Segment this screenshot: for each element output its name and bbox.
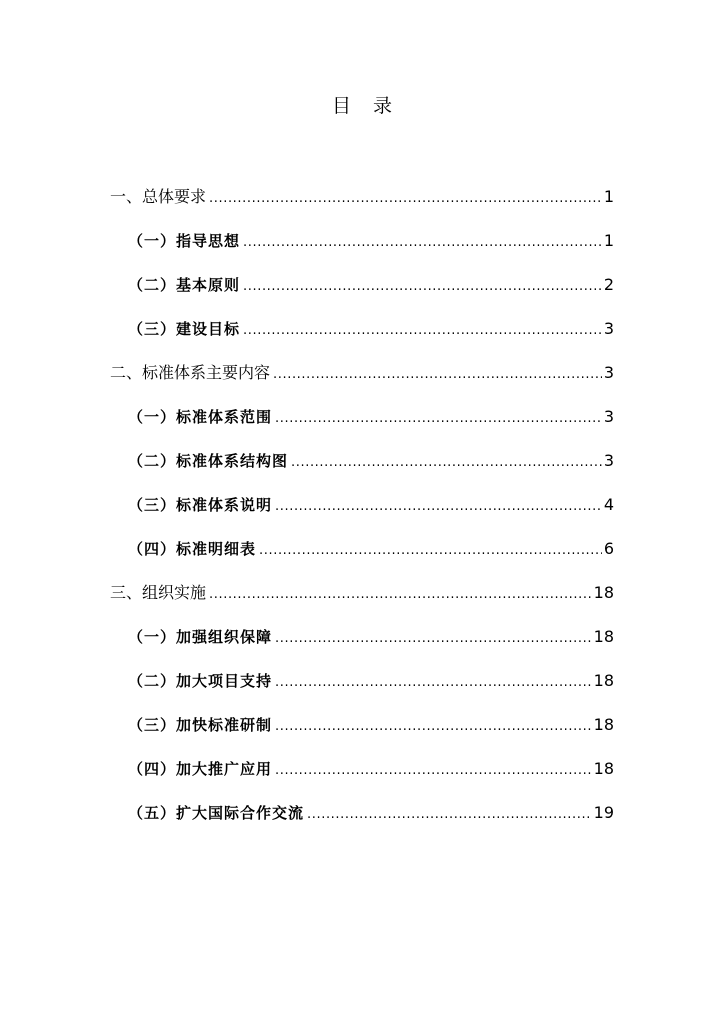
toc-entry-label: （四）加大推广应用: [128, 760, 273, 778]
toc-entry[interactable]: [128, 316, 614, 342]
toc-entry-page: 18: [593, 715, 614, 734]
toc-entry[interactable]: [128, 624, 614, 650]
toc-title-part1: 目: [331, 95, 351, 117]
toc-leader-dots: [307, 802, 592, 828]
toc-entry[interactable]: [128, 448, 614, 474]
toc-entry-label: （二）标准体系结构图: [128, 452, 289, 470]
toc-entry[interactable]: [128, 228, 614, 254]
toc-entry-label: （一）指导思想: [128, 232, 241, 250]
toc-entry[interactable]: [110, 360, 614, 386]
toc-entry-page: 19: [593, 803, 614, 822]
toc-entry-label: （一）标准体系范围: [128, 408, 273, 426]
toc-leader-dots: [209, 186, 602, 212]
toc-entry-page: 3: [603, 363, 614, 382]
toc-entry-page: 3: [603, 451, 614, 470]
toc-entry[interactable]: [128, 668, 614, 694]
toc-leader-dots: [243, 318, 602, 344]
toc-entry-page: 6: [603, 539, 614, 558]
toc-leader-dots: [275, 714, 592, 740]
toc-leader-dots: [275, 406, 602, 432]
toc-entry-label: （三）加快标准研制: [128, 716, 273, 734]
toc-entry-label: （二）基本原则: [128, 276, 241, 294]
toc-entry[interactable]: [110, 184, 614, 210]
toc-leader-dots: [275, 494, 602, 520]
toc-entry-page: 3: [603, 407, 614, 426]
toc-entry-page: 18: [593, 671, 614, 690]
toc-leader-dots: [243, 274, 602, 300]
toc-entry[interactable]: [128, 404, 614, 430]
toc-entry-label: （三）建设目标: [128, 320, 241, 338]
toc-entry[interactable]: [128, 272, 614, 298]
toc-leader-dots: [275, 670, 592, 696]
toc-entry-label: （五）扩大国际合作交流: [128, 804, 305, 822]
toc-entry[interactable]: [110, 580, 614, 606]
toc-entry-page: 18: [593, 759, 614, 778]
toc-entry-label: （四）标准明细表: [128, 540, 257, 558]
toc-leader-dots: [209, 582, 592, 608]
toc-leader-dots: [243, 230, 602, 256]
toc-leader-dots: [273, 362, 602, 388]
toc-entry-page: 18: [593, 583, 614, 602]
toc-entry[interactable]: [128, 756, 614, 782]
toc-entry[interactable]: [128, 800, 614, 826]
toc-entry[interactable]: [128, 536, 614, 562]
toc-entry-label: 一、总体要求: [110, 187, 207, 206]
toc-leader-dots: [275, 626, 592, 652]
toc-entry-page: 18: [593, 627, 614, 646]
toc-entry-page: 1: [603, 187, 614, 206]
toc-entry-page: 4: [603, 495, 614, 514]
toc-leader-dots: [291, 450, 602, 476]
toc-leader-dots: [259, 538, 602, 564]
toc-entry-label: （三）标准体系说明: [128, 496, 273, 514]
toc-leader-dots: [275, 758, 592, 784]
toc-entry-page: 2: [603, 275, 614, 294]
toc-entry-label: 二、标准体系主要内容: [110, 363, 271, 382]
toc-entry[interactable]: [128, 712, 614, 738]
toc-entry[interactable]: [128, 492, 614, 518]
toc-entry-page: 3: [603, 319, 614, 338]
toc-entry-page: 1: [603, 231, 614, 250]
toc-entry-label: 三、组织实施: [110, 583, 207, 602]
toc-title: [0, 94, 724, 118]
toc-title-part2: 录: [373, 95, 393, 117]
toc-entry-label: （二）加大项目支持: [128, 672, 273, 690]
toc-entry-label: （一）加强组织保障: [128, 628, 273, 646]
